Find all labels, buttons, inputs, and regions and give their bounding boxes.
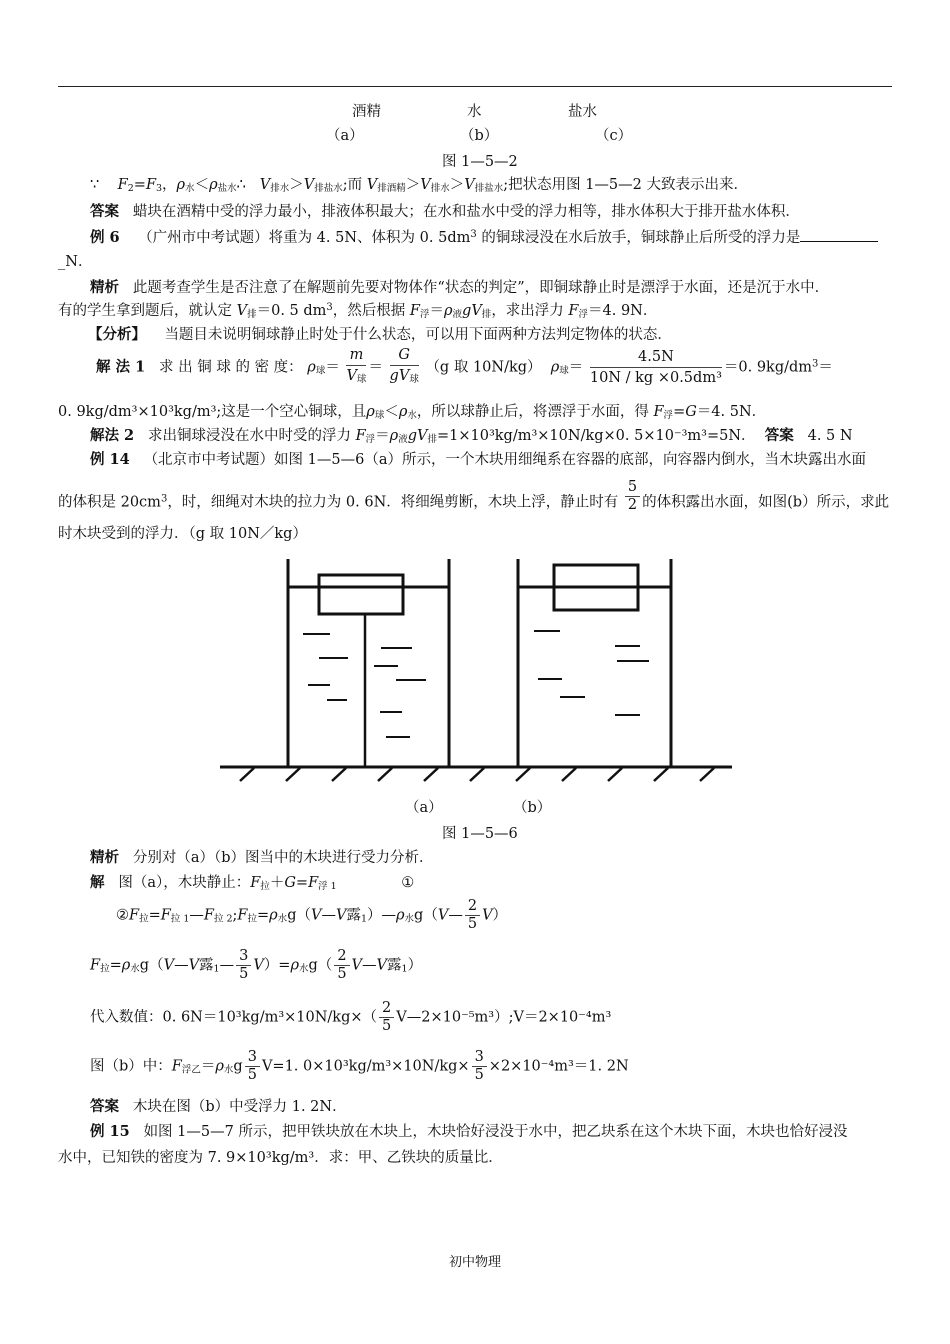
method-label: 【分析】 [88, 326, 146, 343]
density-line-2-end: ＝4. 5N． [696, 404, 767, 420]
figure-2-label-b: （b） [513, 800, 552, 816]
figure-caption-1: 图 1—5—2 [442, 154, 518, 170]
example-14-text-2b: ，时，细绳对木块的拉力为 0. 6N．将细绳剪断，木块上浮，静止时有 [167, 494, 619, 511]
figure-caption-2: 图 1—5—6 [442, 826, 518, 842]
density-result: ＝0. 9kg/dm [723, 359, 813, 376]
answer-2-text: 4. 5 N [807, 428, 853, 444]
because-symbol: ∵ [90, 177, 100, 193]
example-14-label: 例 14 [90, 451, 130, 468]
analysis-2 [90, 846, 892, 867]
fraction-five-halves: $\frac{5}{2}$ [625, 479, 640, 514]
water-dashes [303, 631, 649, 737]
ground-hatches [240, 768, 714, 781]
example-15-line-2: 水中，已知铁的密度为 7. 9×10³kg/m³．求：甲、乙铁块的质量比． [58, 1150, 503, 1166]
example-15 [90, 1120, 892, 1141]
equation-3: $F_拉=\rho_水g(V—V$露$_1$— $\frac{3}{5}$ $V)=\rho_水g$（ $\frac{2}{5}$ V—V露$_1$） [90, 948, 423, 982]
equation-number-2: ② [116, 907, 129, 924]
answer-3 [90, 1095, 892, 1116]
g-note: （g 取 10N/kg） [425, 359, 542, 376]
example-14-line-2: 的体积是 $20cm^3$，时，细绳对木块的拉力为 0. 6N．将细绳剪断，木块上浮，静止时有 $\frac{5}{2}$ 的体积露出水面，如图(b）所示，求此 [58, 479, 890, 513]
equation-number-1: ① [401, 875, 415, 891]
analysis-1-b: 有的学生拿到题后，就认定 $V_排=0$. 5 $dm^3$，然后根据 $F_浮=\rho_液gV_排$，求出浮力 $F_浮=4$. 9N． [58, 302, 658, 320]
example-14 [90, 448, 892, 469]
solve-label: 解 [90, 874, 105, 891]
method-text: 当题目未说明铜球静止时处于什么状态，可以用下面两种方法判定物体的状态． [164, 327, 672, 343]
wood-block-a [319, 575, 403, 614]
substitution-text: 代入数值：0. 6N＝10³kg/m³×10N/kg×（ [90, 1009, 378, 1026]
liquid-label-saltwater: 盐水 [568, 104, 597, 120]
solution-2-label: 解法 2 [90, 427, 135, 444]
liquid-label-water: 水 [467, 104, 482, 120]
example-14-text-2c: 的体积露出水面，如图(b）所示，求此 [642, 494, 890, 511]
solve-line-1: 解 图（a），木块静止：$F_拉+G=F_{浮 1}$ ① [90, 874, 415, 892]
sub-label-a: （a） [326, 128, 364, 144]
answer-text: 蜡块在酒精中受的浮力最小，排液体积最大；在水和盐水中受的浮力相等，排水体积大于排开盐水体积． [132, 204, 800, 220]
analysis-1 [90, 276, 892, 297]
analysis-b-val: ＝4. 9N． [588, 303, 658, 319]
analysis-b-pre: 有的学生拿到题后，就认定 [58, 303, 232, 319]
method-note [88, 323, 892, 344]
answer-label: 答案 [90, 203, 119, 220]
answer-1 [90, 200, 892, 221]
answer-3-text: 木块在图（b）中受浮力 1. 2N． [132, 1099, 347, 1115]
fraction-three-fifths-b: $\frac{3}{5}$ [245, 1049, 260, 1084]
example-6: 例 6 （广州市中考试题）将重为 4. 5N、体积为 0. $5dm^3$ 的铜球浸没在水后放手，铜球静止后所受的浮力是 [90, 226, 892, 247]
example-6-tail: _N． [58, 254, 93, 270]
figure-b-calc: V=1. 0×10³kg/m³×10N/kg× [261, 1058, 470, 1075]
solution-1-line: 解 法 1 求 出 铜 球 的 密 度： $\rho_球=$ $\frac{m}{V_球}$ ＝ $\frac{G}{gV_球}$ （g 取 10N/kg） $\rho_球=$ $\frac{4.5N}{\text{10N / kg ×0.5dm³}}$ ＝0. $9kg/dm^3=$ [96, 345, 833, 390]
substitution-tail: V—2×10⁻⁵m³）;V＝2×10⁻⁴m³ [396, 1009, 612, 1026]
sub-label-b: （b） [460, 128, 499, 144]
answer-blank [800, 229, 878, 242]
figure-b-end: ×2×10⁻⁴m³＝1. 2N [488, 1058, 629, 1075]
figure-b-pre: 图（b）中： [90, 1058, 172, 1075]
solution-1-line-2: 0. 9kg/dm³×10³kg/m³;这是一个空心铜球，且$\rho_球<\rho_水$，所以球静止后，将漂浮于水面，得 $F_浮=G=4$. 5N． [58, 404, 767, 421]
example-14-line-3: 时木块受到的浮力．（g 取 10N／kg） [58, 526, 307, 542]
example-14-text: （北京市中考试题）如图 1—5—6（a）所示，一个木块用细绳系在容器的底部，向容器内倒水，当木块露出水面 [143, 452, 866, 468]
fraction-two-fifths: $\frac{2}{5}$ [465, 898, 480, 933]
analysis-2-label: 精析 [90, 849, 119, 866]
analysis-text: 此题考查学生是否注意了在解题前先要对物体作“状态的判定”，即铜球静止时是漂浮于水面，还是沉于水中． [132, 280, 830, 296]
answer-3-label: 答案 [90, 1098, 119, 1115]
figure-b-line: 图（b）中：$F_{浮乙}=\rho_水g$ $\frac{3}{5}$ V=1. 0×10³kg/m³×10N/kg× $\frac{3}{5}$ ×2×10⁻⁴m³＝1. 2N [90, 1049, 629, 1083]
relation-tail: 把状态用图 1—5—2 大致表示出来． [508, 177, 748, 193]
example-14-text-2a: 的体积是 20cm [58, 494, 161, 511]
equation-2: $②F_拉=F_{拉 1}—F_{拉 2};F_拉=\rho_水g(V—V$露$_1)—\rho_水g(V—$ $\frac{2}{5}$ V） [116, 898, 508, 932]
page-footer: 初中物理 [448, 1255, 501, 1270]
density-line-2-tail: 所以球静止后，将漂浮于水面，得 [431, 404, 649, 420]
relation-line: ∵ $F_2=F_3$，$\rho_水<\rho_{盐水}\therefore$ $V_{排水}>V_{排盐水}$;而 $V_{排酒精}>V_{排水}>V_{排盐水}$;把状态用图 1—5—2 大致表示出来． [90, 177, 748, 194]
example-15-label: 例 15 [90, 1123, 130, 1140]
liquid-label-alcohol: 酒精 [352, 104, 381, 120]
fraction-m-over-v: $\frac{m}{V_球}$ [346, 347, 367, 385]
fraction-three-fifths: $\frac{3}{5}$ [236, 948, 251, 983]
container-figure [220, 555, 740, 790]
solve-text: 图（a），木块静止： [118, 875, 251, 891]
sub-label-c: （c） [595, 128, 633, 144]
figure-2-label-a: （a） [405, 800, 443, 816]
header-rule [58, 86, 892, 87]
example-15-text: 如图 1—5—7 所示，把甲铁块放在木块上，木块恰好浸没于水中，把乙块系在这个木块下面，木块也恰好浸没 [143, 1124, 848, 1140]
example-text: （广州市中考试题）将重为 4. 5N、体积为 0. 5dm [138, 230, 471, 246]
analysis-b-mid: ＝0. 5 dm [256, 303, 327, 319]
density-line-2: 0. 9kg/dm³×10³kg/m³;这是一个空心铜球，且 [58, 404, 367, 420]
solution-2-text: 求出铜球浸没在水中时受的浮力 [147, 428, 351, 444]
analysis-b-post: ，然后根据 [332, 303, 406, 319]
fraction-g-over-gv: $\frac{G}{gV_球}$ [389, 347, 419, 385]
solution-text: 求 出 铜 球 的 密 度： [159, 359, 303, 376]
solution-2-calc: =1×10³kg/m³×10N/kg×0. 5×10⁻³m³=5N． [436, 428, 756, 444]
fraction-density: $\frac{4.5N}{\text{10N / kg ×0.5dm³}}$ [589, 349, 722, 386]
solution-2: 解法 2 求出铜球浸没在水中时受的浮力 $F_浮=\rho_液gV_排=1\times 10^3kg/m^3\times 10N/kg\times 0$. 5×10⁻³m³=5N． 答案 4. 5 N [90, 427, 853, 445]
analysis-label: 精析 [90, 279, 119, 296]
example-text-b: 的铜球浸没在水后放手，铜球静止后所受的浮力是 [476, 230, 801, 246]
fraction-two-fifths-b: $\frac{2}{5}$ [334, 948, 349, 983]
fraction-two-fifths-c: $\frac{2}{5}$ [379, 1000, 394, 1035]
analysis-2-text: 分别对（a）（b）图当中的木块进行受力分析． [132, 850, 434, 866]
fraction-three-fifths-c: $\frac{3}{5}$ [472, 1049, 487, 1084]
solution-label: 解 法 1 [96, 358, 146, 376]
answer-2-label: 答案 [764, 427, 794, 444]
example-label: 例 6 [90, 229, 120, 246]
analysis-b-end: ，求出浮力 [491, 303, 564, 319]
substitution-line [90, 1000, 611, 1035]
